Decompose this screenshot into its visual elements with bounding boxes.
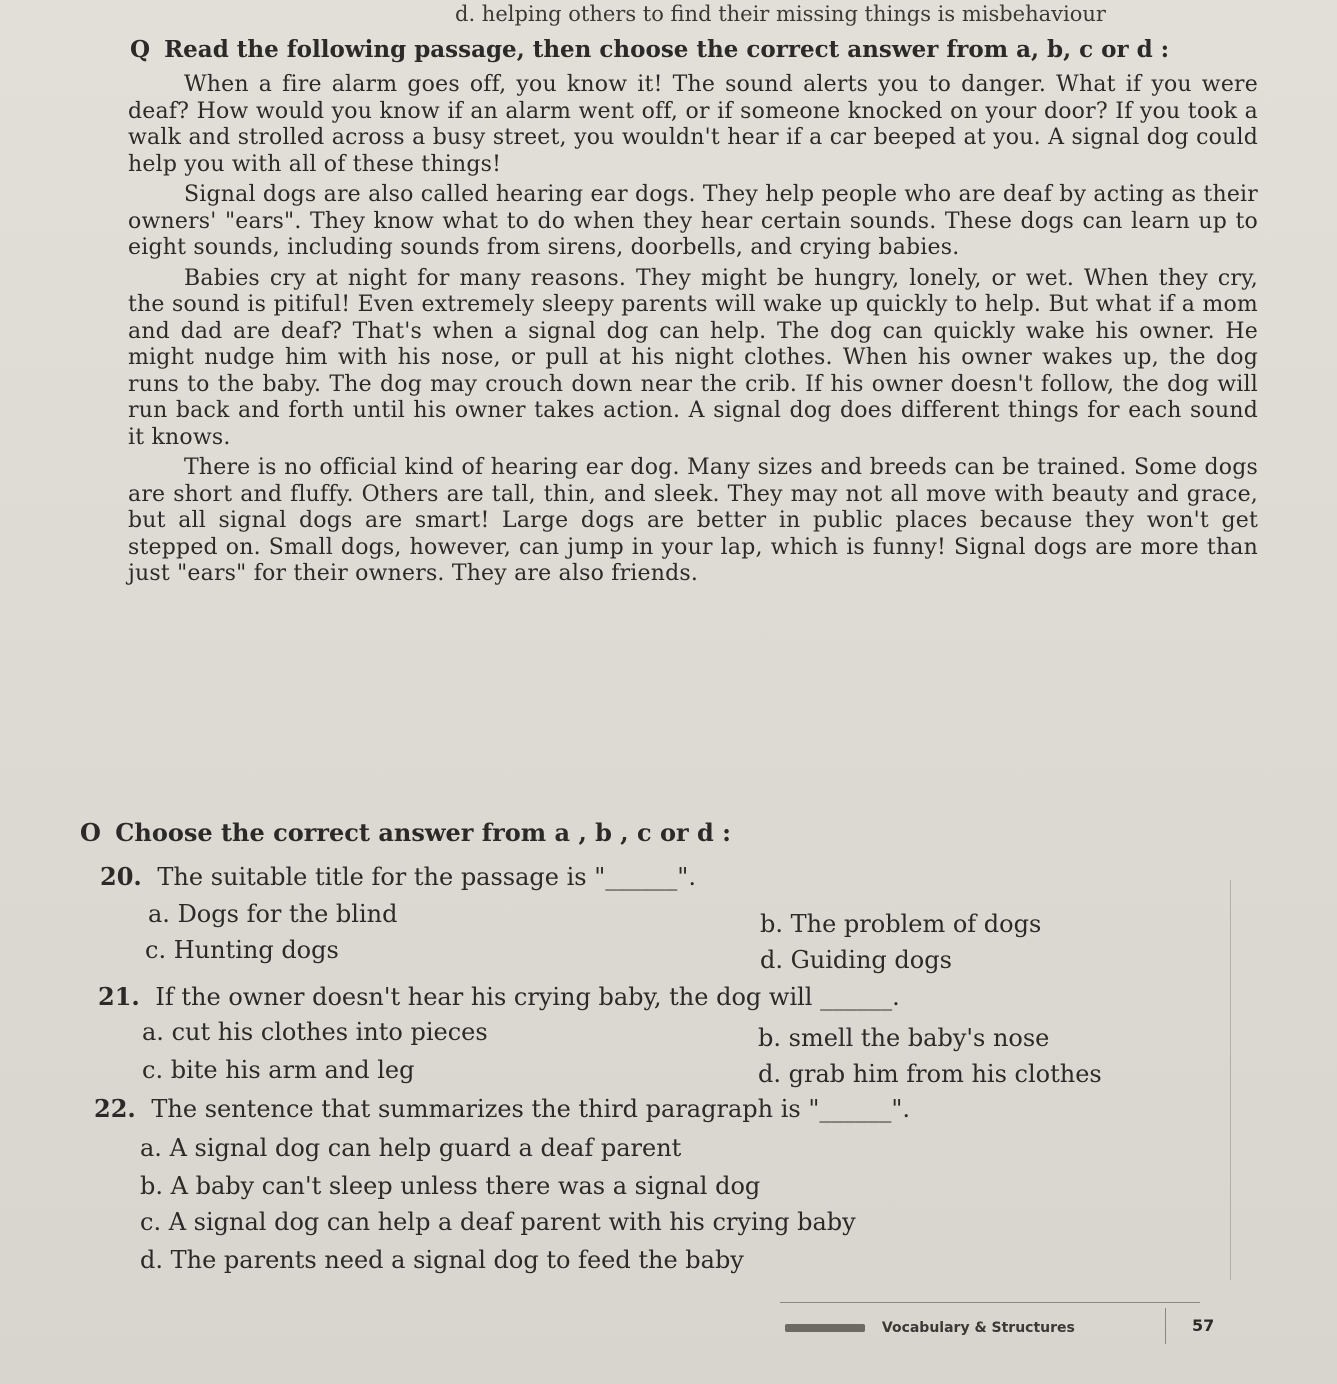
- page-footer: [785, 1320, 1075, 1336]
- passage-paragraph-4: There is no official kind of hearing ear dog. Many sizes and breeds can be trained. Some dogs are short and fluffy. Others are tall, thin, and sleek. They may not all move with beauty and grace, but all signal dogs are smart! Large dogs are better in public places because they won't get stepped on. Small dogs, however, can jump in your lap, which is funny! Signal dogs are more than just "ears" for their owners. They are also friends.: [128, 455, 1258, 586]
- instruction-text: Read the following passage, then choose the correct answer from a, b, c or d :: [164, 36, 1170, 63]
- q22-option-d[interactable]: d. The parents need a signal dog to feed the baby: [140, 1246, 744, 1274]
- footer-rule: [780, 1302, 1200, 1303]
- questions-header: [80, 818, 731, 847]
- question-22: [94, 1094, 910, 1123]
- question-number: 22.: [94, 1094, 136, 1123]
- questions-bullet: O: [80, 818, 101, 847]
- page-number: 57: [1192, 1316, 1215, 1335]
- q21-option-a[interactable]: a. cut his clothes into pieces: [142, 1018, 488, 1046]
- q21-option-b[interactable]: b. smell the baby's nose: [758, 1024, 1050, 1052]
- passage-paragraph-2: Signal dogs are also called hearing ear dogs. They help people who are deaf by acting as their owners' "ears". They know what to do when they hear certain sounds. These dogs can learn up to eight sounds, including sounds from sirens, doorbells, and crying babies.: [128, 182, 1258, 260]
- question-20: [100, 862, 696, 891]
- footer-separator: [1165, 1308, 1166, 1344]
- footer-book-title: Vocabulary & Structures: [881, 1320, 1075, 1336]
- q22-option-c[interactable]: c. A signal dog can help a deaf parent with his crying baby: [140, 1208, 856, 1236]
- questions-header-text: Choose the correct answer from a , b , c or d :: [115, 818, 731, 847]
- instruction-bullet: Q: [130, 36, 151, 63]
- passage-paragraph-1: When a fire alarm goes off, you know it! The sound alerts you to danger. What if you were deaf? How would you know if an alarm went off, or if someone knocked on your door? If you took a walk and strolled across a busy street, you wouldn't hear if a car beeped at you. A signal dog could help you with all of these things!: [128, 72, 1258, 177]
- q21-option-c[interactable]: c. bite his arm and leg: [142, 1056, 415, 1084]
- question-text: The sentence that summarizes the third paragraph is "______".: [151, 1095, 911, 1123]
- question-number: 21.: [98, 982, 140, 1011]
- passage-paragraph-3: Babies cry at night for many reasons. They might be hungry, lonely, or wet. When they cry, the sound is pitiful! Even extremely sleepy parents will wake up quickly to help. But what if a mom and dad are deaf? That's when a signal dog can help. The dog can quickly wake his owner. He might nudge him with his nose, or pull at his night clothes. When his owner wakes up, the dog runs to the baby. The dog may crouch down near the crib. If his owner doesn't follow, the dog will run back and forth until his owner takes action. A signal dog does different things for each sound it knows.: [128, 265, 1258, 450]
- question-21: [98, 982, 900, 1011]
- reading-instruction: [130, 36, 1280, 63]
- question-text: The suitable title for the passage is "______".: [157, 863, 696, 891]
- q22-option-b[interactable]: b. A baby can't sleep unless there was a signal dog: [140, 1172, 761, 1200]
- publisher-logo-icon: [785, 1324, 865, 1332]
- q22-option-a[interactable]: a. A signal dog can help guard a deaf parent: [140, 1134, 682, 1162]
- question-text: If the owner doesn't hear his crying baby, the dog will ______.: [155, 983, 900, 1011]
- reading-passage: [128, 72, 1258, 592]
- q20-option-d[interactable]: d. Guiding dogs: [760, 946, 952, 974]
- q20-option-a[interactable]: a. Dogs for the blind: [148, 900, 398, 928]
- q20-option-b[interactable]: b. The problem of dogs: [760, 910, 1042, 938]
- q21-option-d[interactable]: d. grab him from his clothes: [758, 1060, 1102, 1088]
- previous-option-line: d. helping others to find their missing things is misbehaviour: [455, 2, 1106, 26]
- margin-line: [1210, 880, 1231, 1280]
- question-number: 20.: [100, 862, 142, 891]
- q20-option-c[interactable]: c. Hunting dogs: [145, 936, 339, 964]
